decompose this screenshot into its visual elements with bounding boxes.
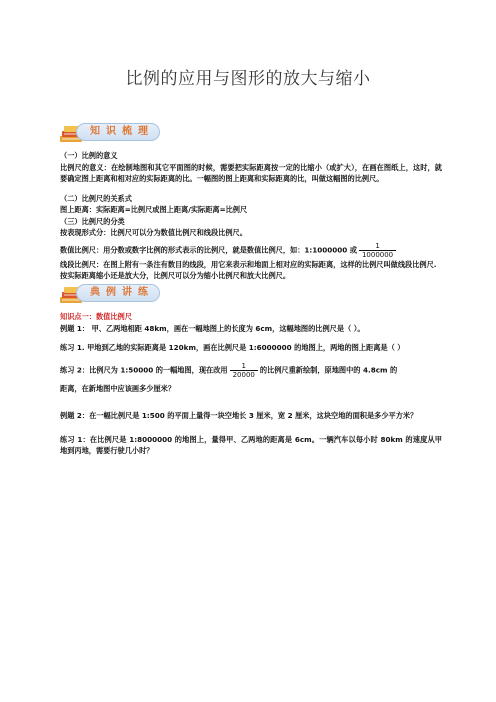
paragraph-ratio-types: 按表现形式分：比例尺可以分为数值比例尺和线段比例尺。 [60,228,247,237]
practice-3: 练习 1：在比例尺是 1:8000000 的地图上，量得甲、乙两地的距离是 6cm。一辆汽车以每小时 80km 的速度从甲地到丙地，需要行驶几小时？ [60,434,442,455]
section-label-knowledge: 知识梳理 [76,123,160,141]
heading-ratio-types: （三）比例尺的分类 [60,216,125,226]
practice-2 [60,362,442,379]
example-1: 例题 1： 甲、乙两地相距 48km，画在一幅地图上的长度为 6cm，这幅地图的比例尺是（ ）。 [60,323,365,333]
fraction-denominator: 20000 [232,370,255,379]
practice-1: 练习 1. 甲地到乙地的实际距离是 120km，画在比例尺是 1:6000000 的地图上，两地的图上距离是（ ） [60,343,405,352]
knowledge-point-1: 知识点一：数值比例尺 [60,312,132,321]
fraction-1-20000 [230,362,258,379]
paragraph-line-scale: 线段比例尺：在图上附有一条注有数目的线段，用它来表示和地面上相对应的实际距离，这样的比例尺叫做线段比例尺. [60,259,437,269]
example-2: 例题 2：在一幅比例尺是 1:500 的平面上量得一块空地长 3 厘米，宽 2 厘米，这块空地的面积是多少平方米？ [60,411,418,420]
fraction-numerator: 1 [359,242,396,251]
section-banner-examples [58,282,162,302]
numeric-scale-text: 数值比例尺：用分数或数字比例的形式表示的比例尺，就是数值比例尺，如：1:1000000 或 [60,245,357,254]
practice-2-line-2: 距离，在新地图中应该画多少厘米？ [60,383,176,393]
practice-2-text-after: 的比例尺重新绘制，原地图中的 4.8cm 的 [259,365,398,374]
page-title: 比例的应用与图形的放大与缩小 [125,69,371,89]
section-label-examples: 典例讲练 [76,284,160,302]
paragraph-scale-direction: 按实际距离缩小还是放大分，比例尺可以分为缩小比例尺和放大比例尺。 [60,271,291,280]
paragraph-ratio-relation: 图上距离：实际距离=比例尺或图上距离/实际距离=比例尺 [60,205,248,214]
fraction-numerator: 1 [230,362,258,371]
fraction-denominator: 1000000 [361,250,394,259]
knowledge-content [60,150,442,282]
heading-ratio-meaning: （一）比例的意义 [60,151,118,160]
practice-2-text-before: 练习 2：比例尺为 1:50000 的一幅地图，现在改用 [60,365,228,374]
paragraph-ratio-meaning: 比例尺的意义：在绘制地图和其它平面图的时候，需要把实际距离按一定的比缩小（或扩大），在画在图纸上，这时，就要确定图上距离和相对应的实际距离的比。一幅图的图上距离和实际距离的比，叫做这幅图的比例尺。 [60,162,442,183]
heading-ratio-relation: （二）比例尺的关系式 [60,193,132,203]
paragraph-numeric-scale [60,242,442,259]
fraction-1-1000000 [359,242,396,259]
section-banner-knowledge [58,121,162,141]
examples-content [60,311,442,457]
